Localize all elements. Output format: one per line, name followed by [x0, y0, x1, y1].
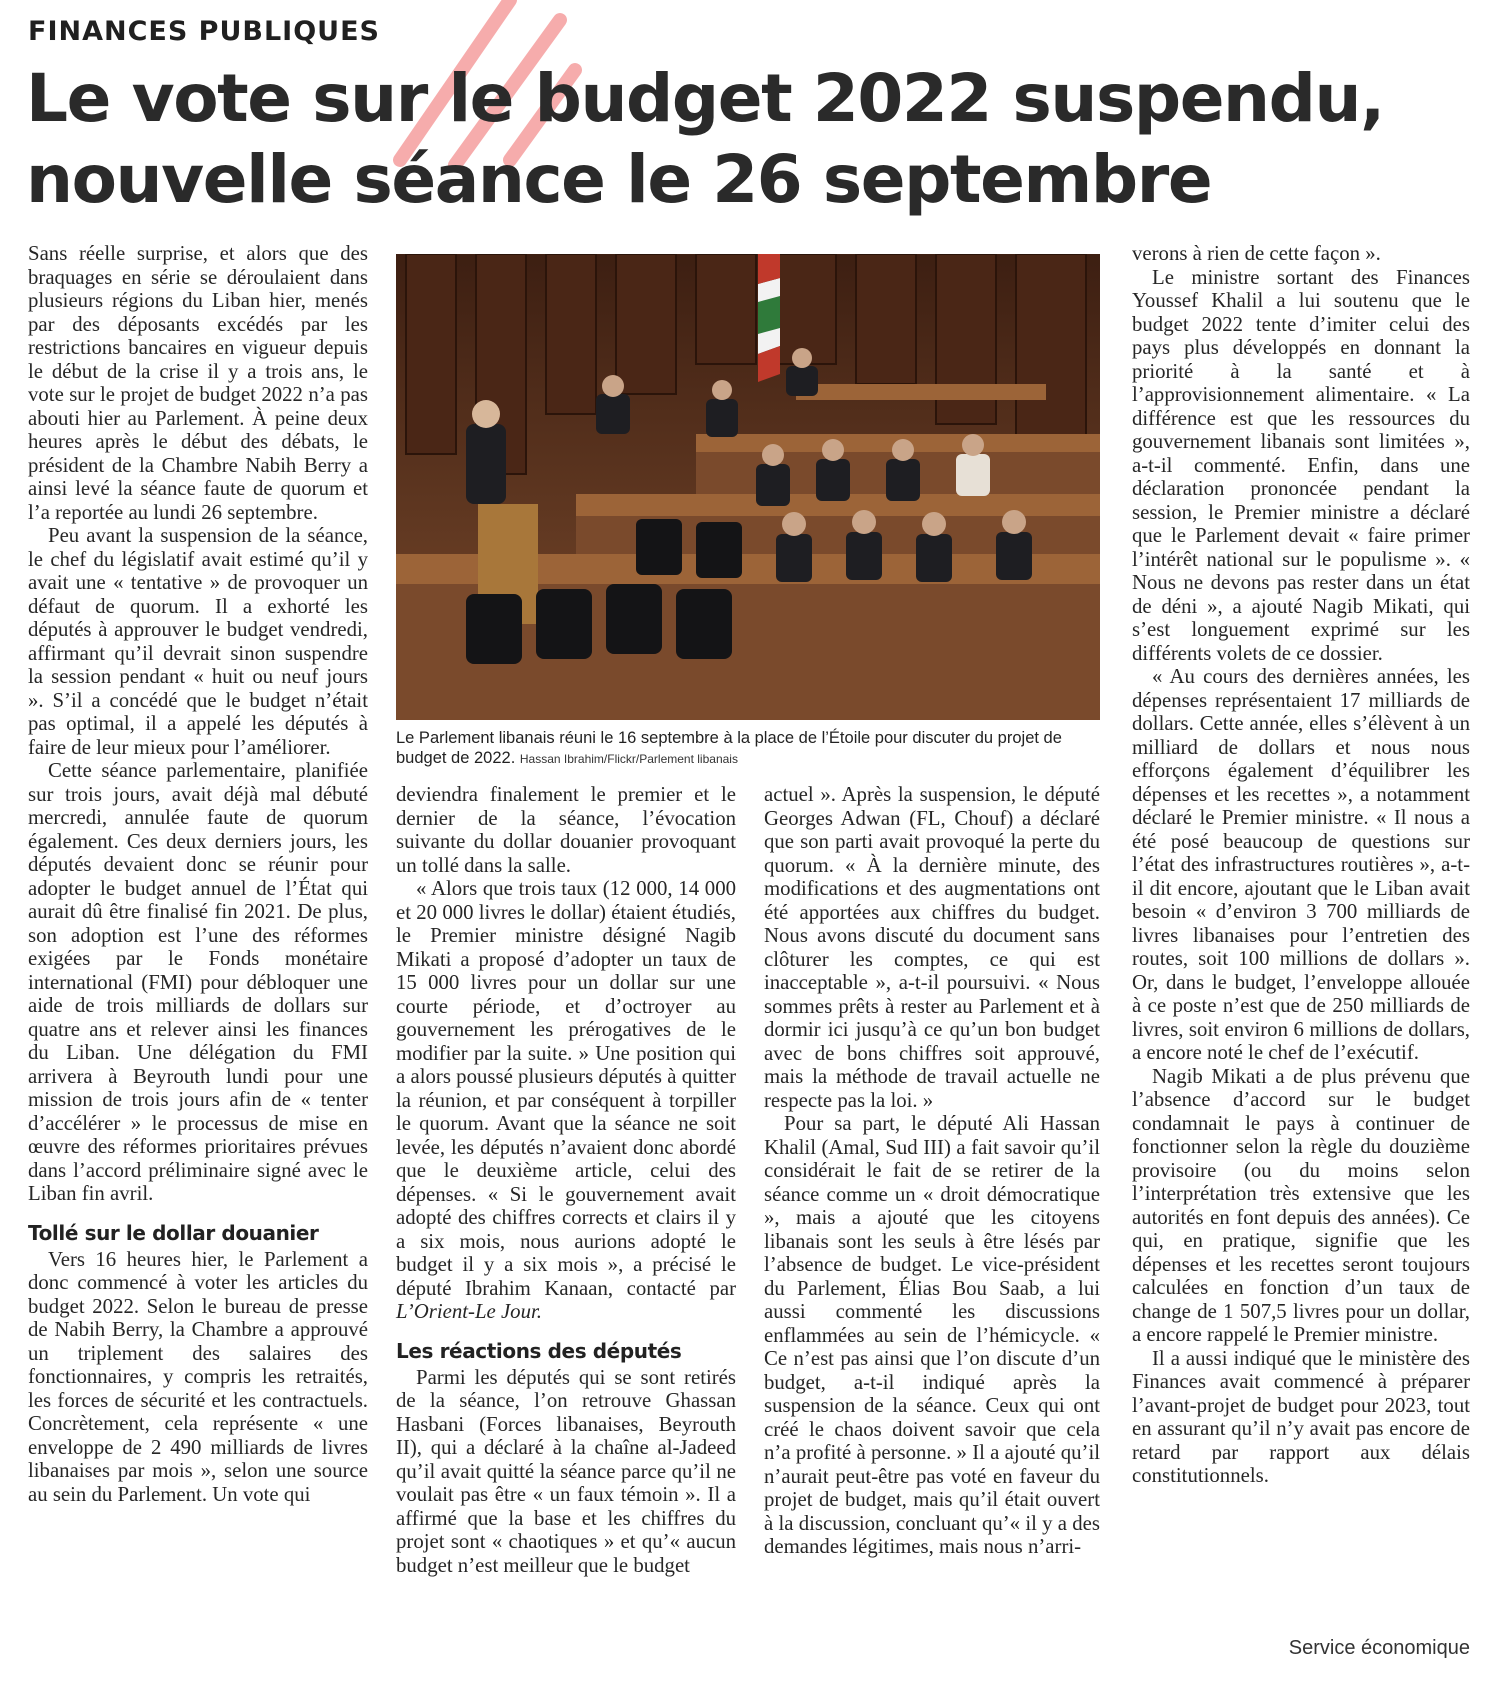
subheading: Les réactions des députés [396, 1338, 682, 1363]
paragraph: deviendra finalement le premier et le dernier de la séance, l’évocation suivante du dollar douanier provoquant un tollé dans la salle. [396, 783, 736, 877]
article-column-2 [396, 783, 736, 1577]
article-column-4 [1132, 242, 1470, 1488]
photo-caption [396, 728, 1100, 769]
paragraph: Parmi les députés qui se sont retirés de la séance, l’on retrouve Ghassan Hasbani (Forces libanaises, Beyrouth II), qui a déclaré à la chaîne al-Jadeed qu’il avait quitté la séance parce qu’il ne voulait pas être « un faux témoin ». Il a affirmé que la base et les chiffres du projet sont « chaotiques » et qu’« aucun budget n’est meilleur que le budget [396, 1365, 736, 1577]
paragraph: Cette séance parlementaire, planifiée sur trois jours, avait déjà mal débuté mercredi, annulée faute de quorum également. Ces deux derniers jours, les députés devaient donc se réunir pour adopter le budget annuel de l’État qui aurait dû être finalisé fin 2021. De plus, son adoption est l’une des réformes exigées par le Fonds monétaire international (FMI) pour débloquer une aide de trois milliards de dollars sur quatre ans et relever ainsi les finances du Liban. Une délégation du FMI arrivera à Beyrouth lundi pour une mission de trois jours afin de « tenter d’accélérer » le processus de mise en œuvre des réformes prioritaires prévues dans l’accord préliminaire signé avec le Liban fin avril. [28, 759, 368, 1205]
newspaper-name: L’Orient-Le Jour. [396, 1300, 542, 1323]
paragraph: Le ministre sortant des Finances Youssef Khalil a lui soutenu que le budget 2022 tente d’imiter celui des pays plus développés en donnant la priorité à la santé et à l’approvisionnement alimentaire. « La différence est que les ressources du gouvernement libanais sont limitées », a-t-il commenté. Enfin, dans une déclaration prononcée pendant la session, le Premier ministre a déclaré que le Parlement devait « faire primer l’intérêt national sur le populisme ». « Nous ne devons pas rester dans un état de déni », a ajouté Nagib Mikati, qui s’est longuement exprimé sur les différents volets de ce dossier. [1132, 265, 1470, 665]
paragraph: « Au cours des dernières années, les dépenses représentaient 17 milliards de dollars. Cette année, elles s’élèvent à un milliard de dollars et nous nous efforçons également d’équilibrer les dépenses et les recettes », a notamment déclaré le Premier ministre. « Il nous a été posé beaucoup de questions sur l’état des infrastructures routières », a-t-il dit encore, ajoutant que le Liban avait besoin « d’environ 3 700 milliards de livres libanaises pour l’entretien des routes, soit 100 millions de dollars ». Or, dans le budget, l’enveloppe allouée à ce poste n’est que de 250 milliards de livres, soit environ 6 millions de dollars, a encore noté le chef de l’exécutif. [1132, 665, 1470, 1064]
section-rubric: FINANCES PUBLIQUES [28, 16, 380, 47]
caption-text: Le Parlement libanais réuni le 16 septembre à la place de l’Étoile pour discuter du projet de budget de 2022. [396, 729, 1062, 767]
paragraph: Peu avant la suspension de la séance, le chef du législatif avait estimé qu’il y avait une « tentative » de provoquer un défaut de quorum. Il a exhorté les députés à approuver le budget vendredi, affirmant qu’il devrait sinon suspendre la session pendant « huit ou neuf jours ». S’il a concédé que le budget n’était pas optimal, il a appelé les députés à faire de leur mieux pour l’améliorer. [28, 524, 368, 759]
paragraph: Vers 16 heures hier, le Parlement a donc commencé à voter les articles du budget 2022. Selon le bureau de presse de Nabih Berry, la Chambre a approuvé un triplement des salaires des fonctionnaires, y compris les retraités, les forces de sécurité et les contractuels. Concrètement, cela représente « une enveloppe de 2 490 milliards de livres libanaises par mois », selon une source au sein du Parlement. Un vote qui [28, 1247, 368, 1506]
paragraph: verons à rien de cette façon ». [1132, 242, 1381, 265]
article-column-3 [764, 783, 1100, 1559]
paragraph: Pour sa part, le député Ali Hassan Khalil (Amal, Sud III) a fait savoir qu’il considérait le fait de se retirer de la séance comme un « droit démocratique », mais a ajouté que les citoyens libanais sont les seuls à être lésés par l’absence de budget. Le vice-président du Parlement, Élias Bou Saab, a lui aussi commenté les discussions enflammées au sein de l’hémicycle. « Ce n’est pas ainsi que l’on discute d’un budget, a-t-il indiqué après la suspension de la séance. Ceux qui ont créé le chaos doivent savoir que cela n’a profité à personne. » Il a ajouté qu’il n’aurait peut-être pas voté en faveur du projet de budget, mais qu’il était ouvert à la discussion, concluant qu’« il y a des demandes légitimes, mais nous n’arri- [764, 1112, 1100, 1558]
paragraph: Sans réelle surprise, et alors que des braquages en série se déroulaient dans plusieurs régions du Liban hier, menés par des déposants excédés par les restrictions bancaires en vigueur depuis le début de la crise il y a trois ans, le vote sur le projet de budget 2022 n’a pas abouti hier au Parlement. À peine deux heures après le début des débats, le président de la Chambre Nabih Berry a ainsi levé la séance faute de quorum et l’a reportée au lundi 26 septembre. [28, 242, 368, 524]
paragraph-text: « Alors que trois taux (12 000, 14 000 et 20 000 livres le dollar) étaient étudiés, le Premier ministre désigné Nagib Mikati a proposé d’adopter un taux de 15 000 livres pour un dollar sur une courte période, et d’octroyer au gouvernement les prérogatives de le modifier par la suite. » Une position qui a alors poussé plusieurs députés à quitter la réunion, et par conséquent à torpiller le quorum. Avant que la séance ne soit levée, les députés n’avaient donc abordé que le deuxième article, celui des dépenses. « Si le gouvernement avait adopté des chiffres corrects et clairs il y a six mois, nous aurions adopté le budget il y a six mois », a précisé le député Ibrahim Kanaan, contacté par [396, 877, 736, 1300]
article-column-1 [28, 242, 368, 1506]
photo-credit: Hassan Ibrahim/Flickr/Parlement libanais [519, 752, 738, 766]
parliament-photo [396, 254, 1100, 720]
article-headline: Le vote sur le budget 2022 suspendu, nouvelle séance le 26 septembre [26, 60, 1384, 218]
paragraph: Il a aussi indiqué que le ministère des Finances avait commencé à préparer l’avant-projet de budget pour 2023, tout en assurant qu’il n’y avait pas encore de retard par rapport aux délais constitutionnels. [1132, 1346, 1470, 1487]
subheading: Tollé sur le dollar douanier [28, 1220, 319, 1245]
parliament-illustration [396, 254, 1100, 720]
paragraph [396, 877, 736, 1324]
paragraph: actuel ». Après la suspension, le député Georges Adwan (FL, Chouf) a déclaré que son parti avait provoqué la perte du quorum. « À la dernière minute, des modifications et des augmentations ont été apportées aux chiffres du budget. Nous avons discuté du document sans clôturer les comptes, ce qui est inacceptable », a-t-il poursuivi. « Nous sommes prêts à rester au Parlement et à dormir ici jusqu’à ce qu’un bon budget avec de bons chiffres soit approuvé, mais la méthode de travail actuelle ne respecte pas la loi. » [764, 783, 1100, 1112]
paragraph: Nagib Mikati a de plus prévenu que l’absence d’accord sur le budget condamnait le pays à continuer de fonctionner selon la règle du douzième provisoire (ou du moins selon l’interprétation très extensive que les autorités en font depuis des années). Ce qui, en pratique, signifie que les dépenses et les recettes seront toujours calculées en fonction d’un taux de change de 1 507,5 livres pour un dollar, a encore rappelé le Premier ministre. [1132, 1064, 1470, 1346]
author-signature: Service économique [1288, 1637, 1470, 1659]
